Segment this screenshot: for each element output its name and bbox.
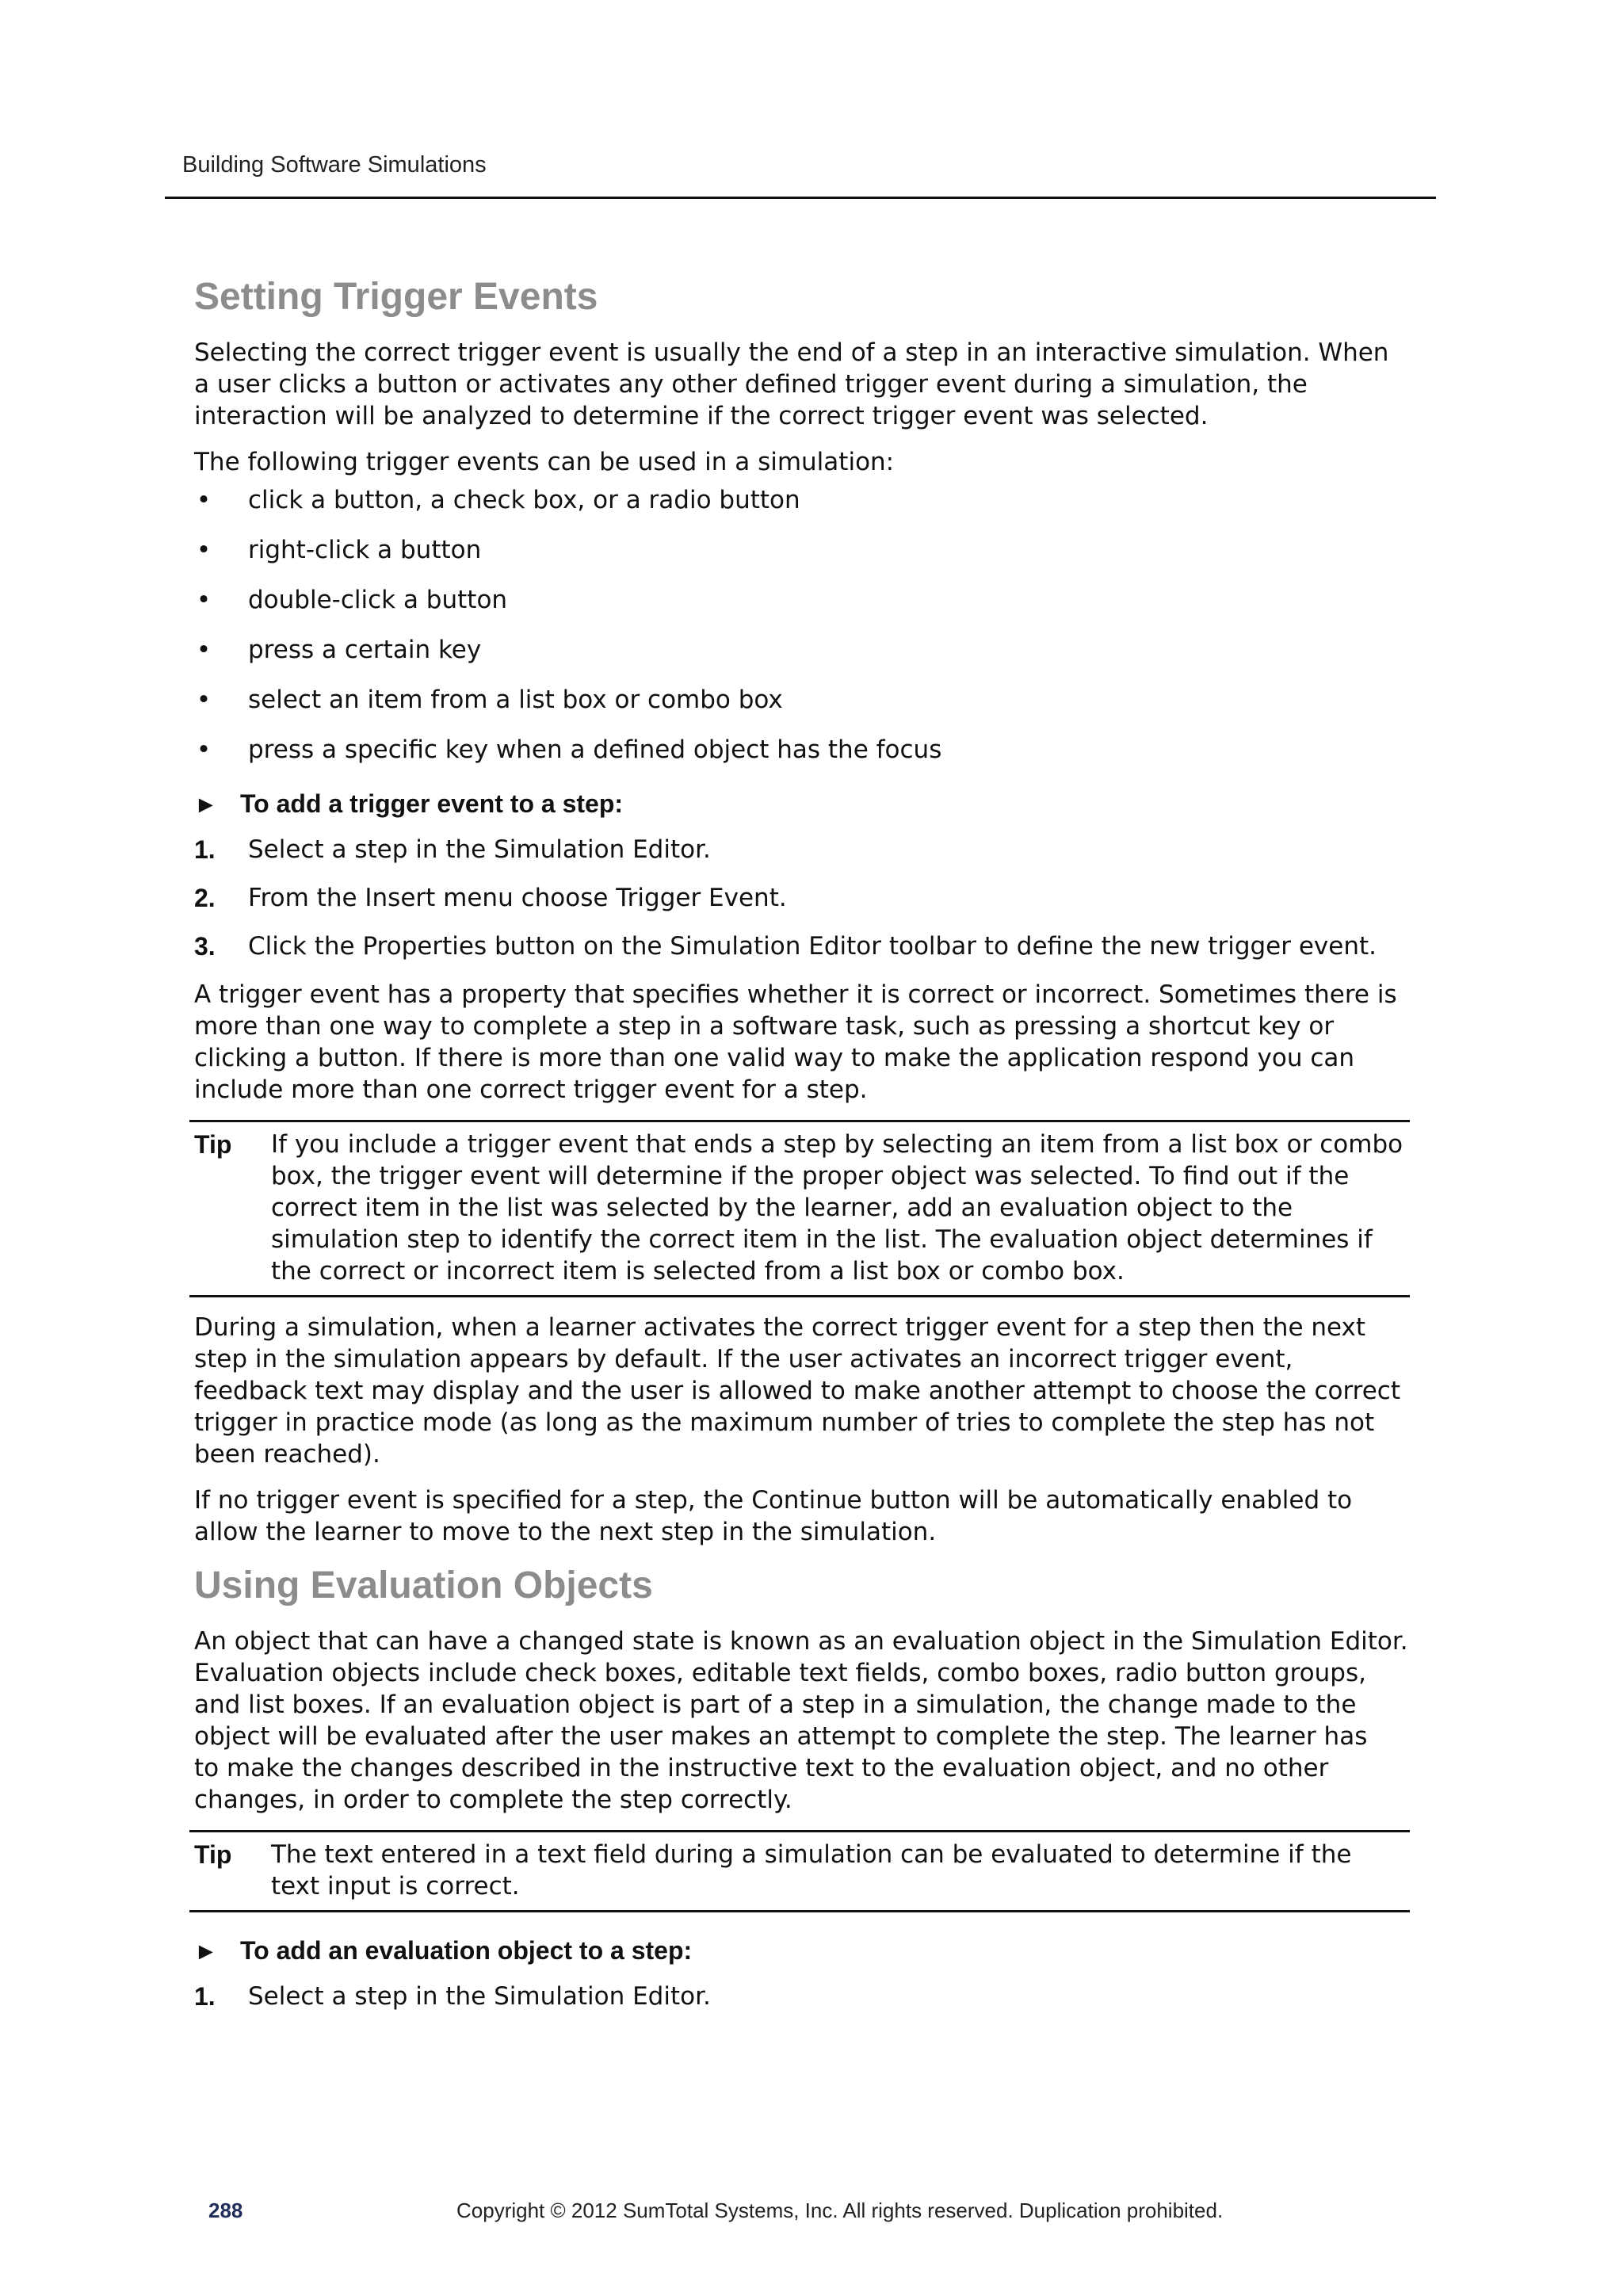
text-line: feedback text may display and the user is allowed to make another attempt to choose the correct [194, 1377, 1400, 1405]
tip-text [271, 1839, 1410, 1902]
text-line: clicking a button. If there is more than one valid way to make the application respond you can [194, 1044, 1355, 1072]
text-line: allow the learner to move to the next step in the simulation. [194, 1518, 937, 1546]
bullet-icon: • [196, 636, 212, 664]
bullet-icon: • [196, 586, 212, 614]
procedure-steps [194, 834, 1415, 962]
tip-text [271, 1129, 1410, 1287]
tip-box [189, 1120, 1410, 1297]
text-line: If you include a trigger event that ends a step by selecting an item from a list box or combo [271, 1130, 1403, 1159]
text-line: trigger in practice mode (as long as the maximum number of tries to complete the step has not [194, 1408, 1375, 1437]
triangle-arrow-icon: ► [194, 792, 218, 818]
procedure-heading [194, 788, 1415, 821]
step-text: Click the Properties button on the Simulation Editor toolbar to define the new trigger event. [248, 932, 1377, 961]
text-line: and list boxes. If an evaluation object is part of a step in a simulation, the change made to the [194, 1690, 1357, 1719]
list-item-text: double-click a button [248, 586, 508, 614]
step-item [194, 834, 1415, 865]
text-line: include more than one correct trigger event for a step. [194, 1075, 868, 1104]
text-line: changes, in order to complete the step correctly. [194, 1786, 792, 1814]
paragraph [194, 1626, 1415, 1816]
text-line: more than one way to complete a step in a software task, such as pressing a shortcut key or [194, 1012, 1335, 1041]
page-content [194, 273, 1415, 2029]
section-heading-evaluation-objects: Using Evaluation Objects [194, 1564, 653, 1606]
procedure-title: To add an evaluation object to a step: [240, 1936, 693, 1965]
step-item [194, 930, 1415, 962]
triangle-arrow-icon: ► [194, 1939, 218, 1965]
step-number: 3. [194, 932, 216, 961]
text-line: to make the changes described in the instructive text to the evaluation object, and no other [194, 1754, 1329, 1782]
text-line: been reached). [194, 1440, 380, 1469]
text-line: During a simulation, when a learner activates the correct trigger event for a step then the next [194, 1313, 1366, 1342]
bullet-icon: • [196, 486, 212, 514]
text-line: step in the simulation appears by default. If the user activates an incorrect trigger event, [194, 1345, 1293, 1373]
tip-box [189, 1830, 1410, 1912]
paragraph [194, 1312, 1415, 1470]
procedure-heading [194, 1935, 1415, 1968]
step-number: 1. [194, 1982, 216, 2011]
text-line: The text entered in a text field during a simulation can be evaluated to determine if the [271, 1840, 1352, 1869]
step-number: 2. [194, 884, 216, 912]
text-line: box, the trigger event will determine if the proper object was selected. To find out if the [271, 1162, 1350, 1190]
procedure-steps [194, 1981, 1415, 2012]
text-line: the correct or incorrect item is selected from a list box or combo box. [271, 1257, 1125, 1286]
tip-label: Tip [194, 1840, 232, 1869]
procedure-title: To add a trigger event to a step: [240, 789, 624, 818]
text-line: correct item in the list was selected by the learner, add an evaluation object to the [271, 1194, 1293, 1222]
text-line: Selecting the correct trigger event is usually the end of a step in an interactive simulation. When [194, 338, 1389, 367]
step-item [194, 1981, 1415, 2012]
text-line: text input is correct. [271, 1872, 520, 1901]
paragraph [194, 337, 1415, 432]
step-number: 1. [194, 835, 216, 864]
text-line: A trigger event has a property that specifies whether it is correct or incorrect. Sometimes there is [194, 980, 1397, 1009]
header-rule [165, 197, 1436, 199]
running-header: Building Software Simulations [182, 152, 487, 178]
text-line: a user clicks a button or activates any other defined trigger event during a simulation, the [194, 370, 1308, 399]
list-item [194, 484, 1415, 516]
text-line: simulation step to identify the correct item in the list. The evaluation object determines if [271, 1225, 1373, 1254]
list-item [194, 734, 1415, 766]
list-item-text: select an item from a list box or combo box [248, 686, 783, 714]
paragraph: The following trigger events can be used in a simulation: [194, 448, 895, 476]
step-text: Select a step in the Simulation Editor. [248, 1982, 711, 2011]
paragraph [194, 979, 1415, 1106]
bullet-icon: • [196, 686, 212, 714]
paragraph [194, 1484, 1415, 1548]
text-line: If no trigger event is specified for a step, the Continue button will be automatically enabled to [194, 1486, 1353, 1515]
step-item [194, 882, 1415, 914]
page-number: 288 [208, 2199, 243, 2222]
text-line: Evaluation objects include check boxes, editable text fields, combo boxes, radio button groups, [194, 1659, 1366, 1687]
text-line: object will be evaluated after the user makes an attempt to complete the step. The learner has [194, 1722, 1368, 1751]
text-line: An object that can have a changed state is known as an evaluation object in the Simulation Editor. [194, 1627, 1408, 1656]
list-item [194, 684, 1415, 716]
list-item [194, 534, 1415, 566]
list-item-text: click a button, a check box, or a radio button [248, 486, 800, 514]
list-item-text: right-click a button [248, 536, 482, 564]
tip-label: Tip [194, 1130, 232, 1159]
list-item-text: press a certain key [248, 636, 482, 664]
section-heading-trigger-events: Setting Trigger Events [194, 276, 598, 318]
list-item [194, 634, 1415, 666]
list-item-text: press a specific key when a defined object has the focus [248, 735, 942, 764]
bullet-icon: • [196, 735, 212, 764]
text-line: interaction will be analyzed to determine if the correct trigger event was selected. [194, 402, 1209, 430]
step-text: Select a step in the Simulation Editor. [248, 835, 711, 864]
bullet-icon: • [196, 536, 212, 564]
list-item [194, 584, 1415, 616]
trigger-event-list [194, 484, 1415, 766]
copyright-notice: Copyright © 2012 SumTotal Systems, Inc. All rights reserved. Duplication prohibited. [456, 2199, 1224, 2222]
step-text: From the Insert menu choose Trigger Event. [248, 884, 787, 912]
